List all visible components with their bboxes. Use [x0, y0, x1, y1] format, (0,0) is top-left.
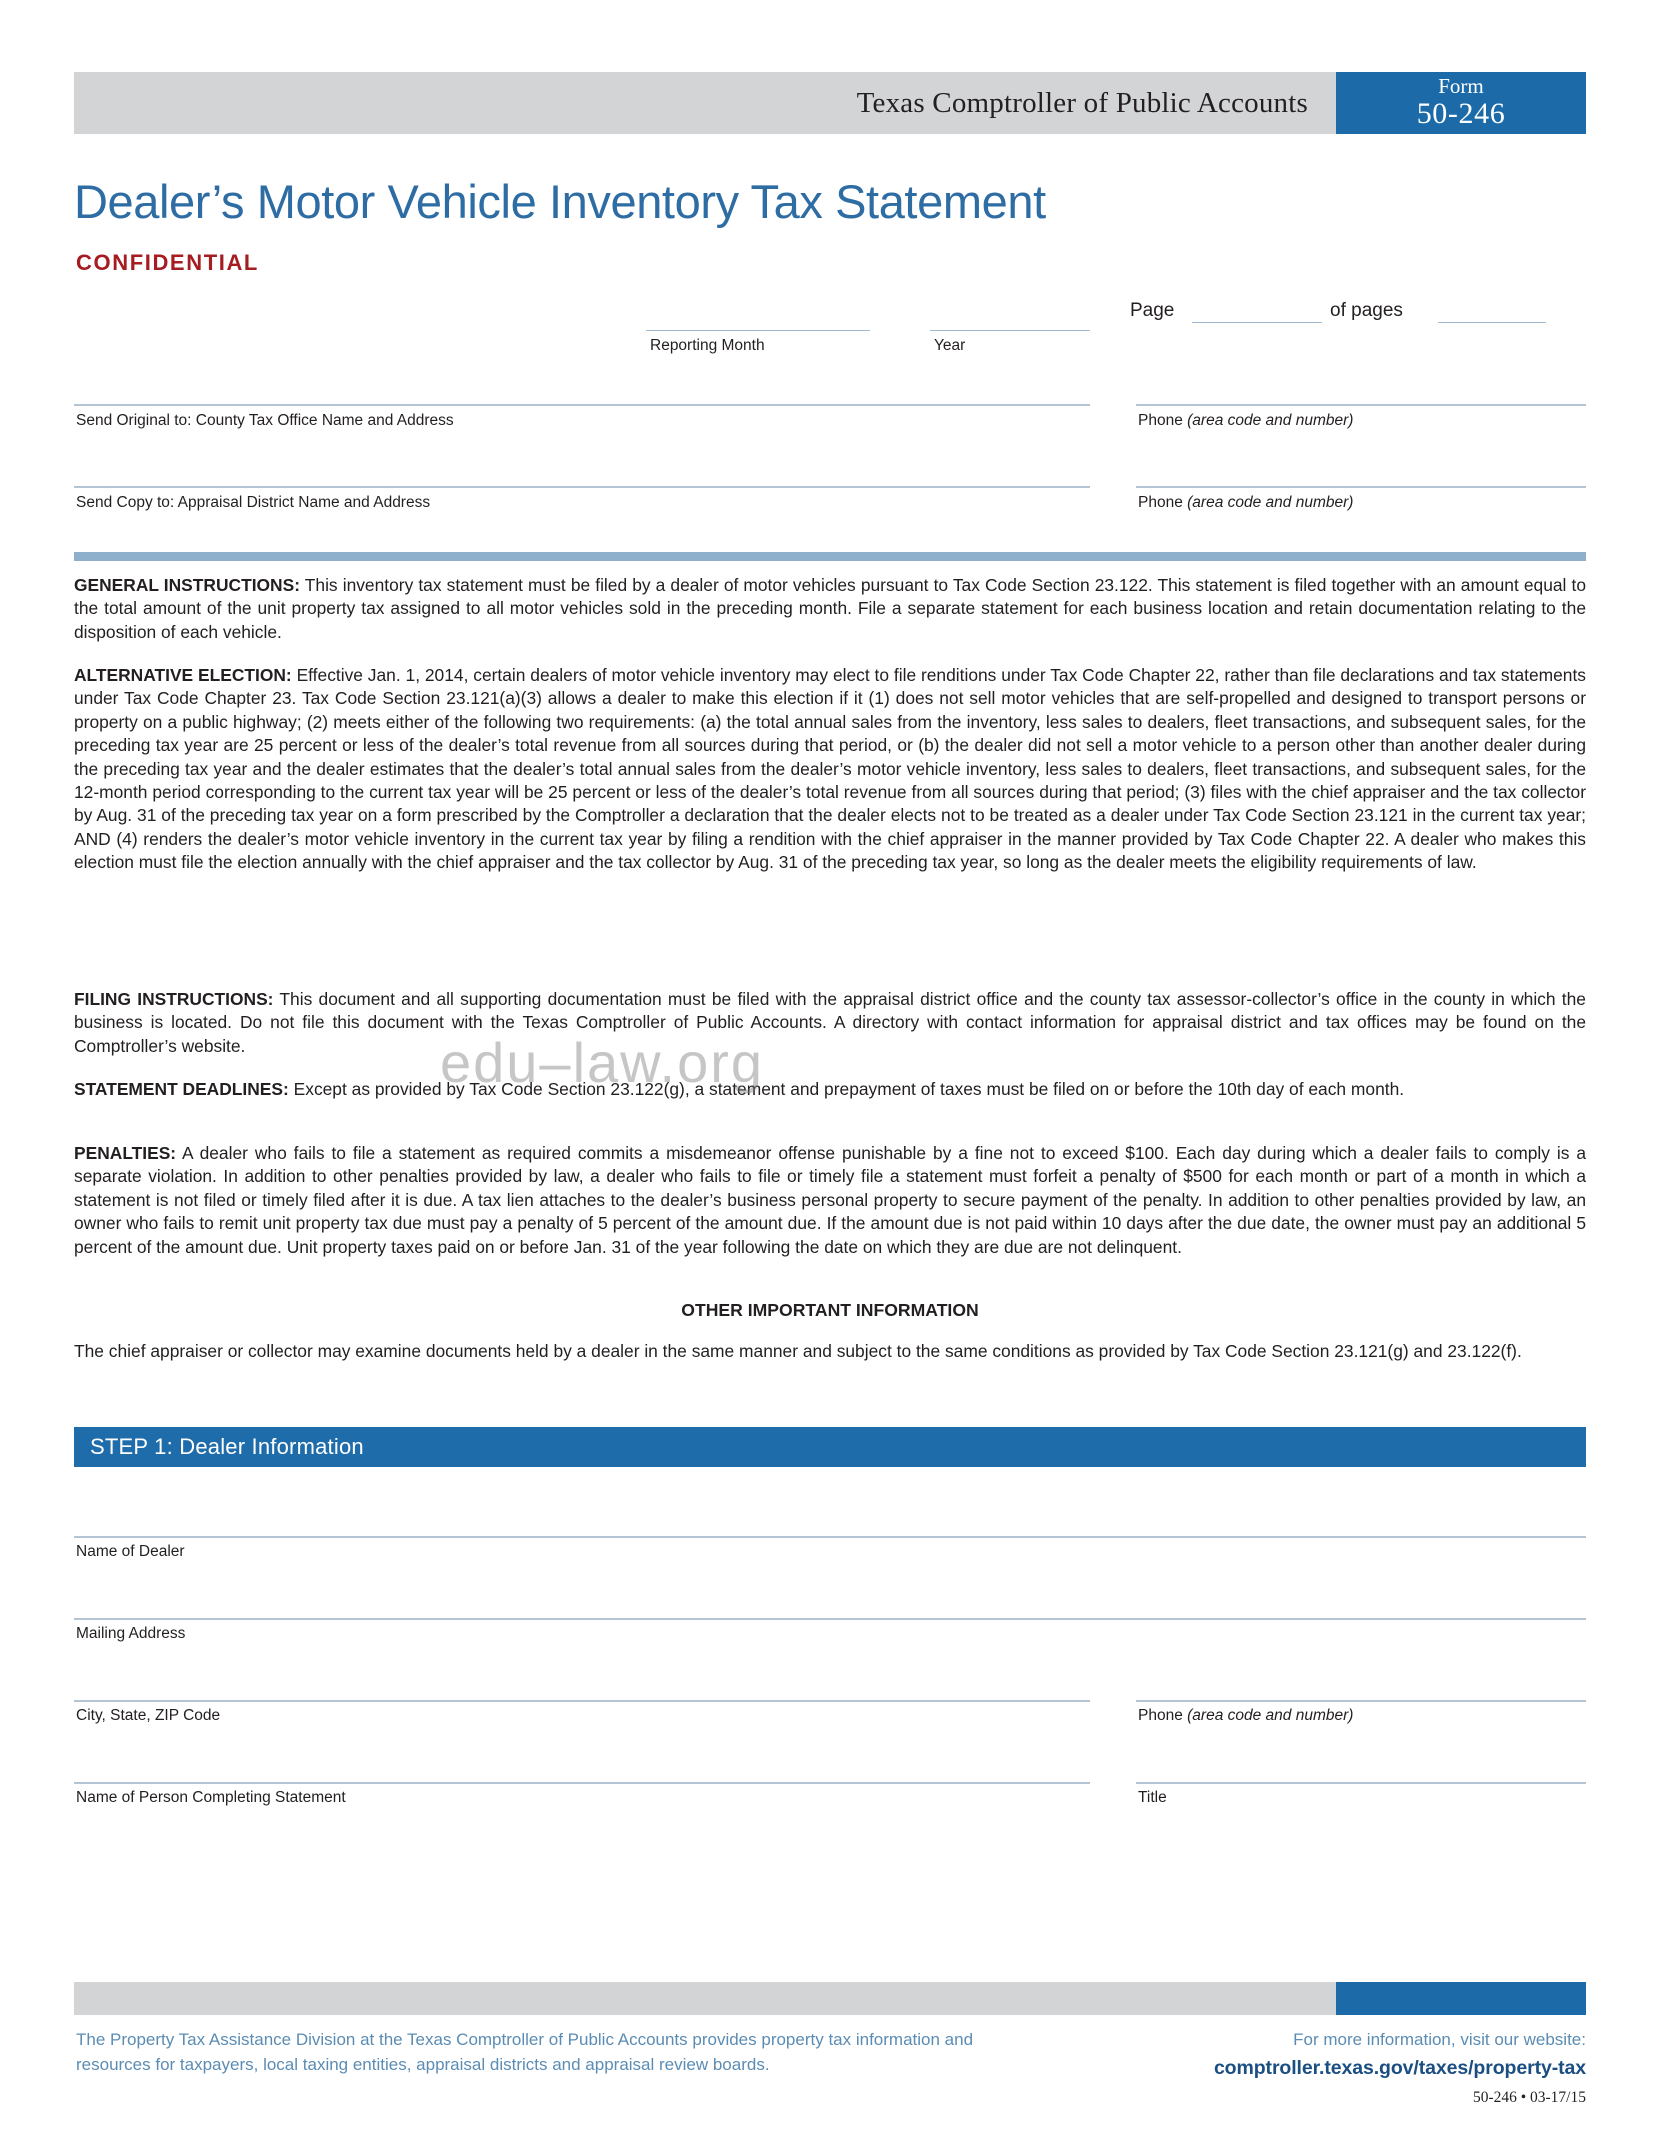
- confidential-label: CONFIDENTIAL: [76, 250, 259, 275]
- statement-deadlines-paragraph: [74, 1078, 1586, 1101]
- name-of-person-input-rule[interactable]: [74, 1782, 1090, 1784]
- year-input-rule[interactable]: [930, 330, 1090, 331]
- phone-label-text: Phone: [1138, 412, 1188, 429]
- statement-deadlines-text: Except as provided by Tax Code Section 23.122(g), a statement and prepayment of taxes must be filed on or before the 10th day of each month.: [288, 1079, 1405, 1099]
- filing-instructions-text: This document and all supporting documentation must be filed with the appraisal district office and the county tax assessor-collector’s office in the county in which the business is located. Do not file this document with the Texas Comptroller of Public Accounts. A directory with contact information for appraisal district and tax offices may be found on the Comptroller’s website.: [74, 989, 1586, 1056]
- send-original-phone-label: [1138, 412, 1353, 430]
- mailing-address-input-rule[interactable]: [74, 1618, 1586, 1620]
- penalties-text: A dealer who fails to file a statement as required commits a misdemeanor offense punishable by a fine not to exceed $100. Each day during which a dealer fails to comply is a separate violation. In addition to other penalties provided by law, a dealer who fails to file or timely file a statement must forfeit a penalty of $500 for each month or part of a month in which a statement is not filed or timely filed after it is due. A tax lien attaches to the dealer’s business personal property to secure payment of the penalty. In addition to other penalties provided by law, an owner who fails to remit unit property tax due must pay a penalty of 5 percent of the amount due. If the amount due is not paid within 10 days after the due date, the owner must pay an additional 5 percent of the amount due. Unit property taxes paid on or before Jan. 31 of the year following the date on which they are due are not delinquent.: [74, 1143, 1586, 1257]
- dealer-phone-input-rule[interactable]: [1136, 1700, 1586, 1702]
- send-copy-label: [76, 494, 430, 512]
- reporting-month-label: Reporting Month: [650, 337, 765, 354]
- agency-name: Texas Comptroller of Public Accounts: [856, 86, 1308, 119]
- name-of-dealer-input-rule[interactable]: [74, 1536, 1586, 1538]
- general-instructions-heading: GENERAL INSTRUCTIONS:: [74, 575, 301, 595]
- phone-label-italic-text-3: (area code and number): [1187, 1707, 1354, 1724]
- section-divider: [74, 552, 1586, 561]
- title-input-rule[interactable]: [1136, 1782, 1586, 1784]
- phone-label-text-3: Phone: [1138, 1707, 1188, 1724]
- city-state-zip-label: City, State, ZIP Code: [76, 1707, 221, 1724]
- edu-law-watermark: edu–law.org: [440, 1031, 765, 1094]
- other-important-information-heading: OTHER IMPORTANT INFORMATION: [681, 1300, 979, 1320]
- phone-label-text-2: Phone: [1138, 494, 1188, 511]
- send-copy-phone-label: [1138, 494, 1353, 512]
- phone-label-italic-text-2: (area code and number): [1187, 494, 1354, 511]
- alternative-election-text: Effective Jan. 1, 2014, certain dealers of motor vehicle inventory may elect to file renditions under Tax Code Chapter 22, rather than file declarations and tax statements under Tax Code Chapter 23. Tax Code Section 23.121(a)(3) allows a dealer to make this election if it (1) does not sell motor vehicles that are self-propelled and designed to transport persons or property on a public highway; (2) meets either of the following two requirements: (a) the total annual sales from the inventory, less sales to dealers, fleet transactions, and subsequent sales, for the preceding tax year are 25 percent or less of the dealer’s total revenue from all sources during that period, or (b) the dealer did not sell a motor vehicle to a person other than another dealer during the preceding tax year and the dealer estimates that the dealer’s total annual sales from the dealer’s motor vehicle inventory, less sales to dealers, fleet transactions, and subsequent sales, for the 12-month period corresponding to the current tax year will be 25 percent or less of the dealer’s total revenue from all sources during that period; (3) files with the chief appraiser and the tax collector by Aug. 31 of the preceding tax year on a form prescribed by the Comptroller a declaration that the dealer elects not to be treated as a dealer under Tax Code Section 23.121 in the current tax year; AND (4) renders the dealer’s motor vehicle inventory in the current tax year by filing a rendition with the chief appraiser in the manner provided by Tax Code Chapter 22. A dealer who makes this election must file the election annually with the chief appraiser and the tax collector by Aug. 31 of the preceding tax year, so long as the dealer meets the eligibility requirements of law.: [74, 665, 1586, 873]
- name-of-dealer-label: Name of Dealer: [76, 1543, 185, 1560]
- mailing-address-label: Mailing Address: [76, 1625, 186, 1642]
- send-original-input-rule[interactable]: [74, 404, 1090, 406]
- step1-banner: [74, 1427, 1586, 1467]
- send-original-label-text: Send Original to: County Tax Office Name and Address: [76, 412, 454, 429]
- penalties-heading: PENALTIES:: [74, 1143, 177, 1163]
- agency-banner: [74, 72, 1336, 134]
- total-pages-input-rule[interactable]: [1438, 322, 1546, 323]
- of-pages-label: of pages: [1330, 300, 1403, 321]
- footer-bar-blue-segment: [1336, 1982, 1586, 2015]
- title-label: Title: [1138, 1789, 1167, 1806]
- statement-deadlines-heading: STATEMENT DEADLINES:: [74, 1079, 289, 1099]
- footer-description: The Property Tax Assistance Division at the Texas Comptroller of Public Accounts provides property tax information and resources for taxpayers, local taxing entities, appraisal districts and appraisal review boards.: [76, 2030, 974, 2074]
- footer-bar-gray-segment: [74, 1982, 1336, 2015]
- form-number-box: [1336, 72, 1586, 134]
- penalties-paragraph: [74, 1142, 1586, 1259]
- page-header-bar: [74, 72, 1586, 134]
- name-of-person-label: Name of Person Completing Statement: [76, 1789, 346, 1806]
- footer-website-block: [966, 2028, 1586, 2109]
- page-label: Page: [1130, 300, 1175, 321]
- form-number-value: 50-246: [1416, 97, 1506, 131]
- footer-website-link[interactable]: comptroller.texas.gov/taxes/property-tax: [1213, 2056, 1586, 2079]
- phone-label-italic-text: (area code and number): [1187, 412, 1354, 429]
- general-instructions-text: This inventory tax statement must be filed by a dealer of motor vehicles pursuant to Tax Code Section 23.122. This statement is filed together with an amount equal to the total amount of the unit property tax assigned to all motor vehicles sold in the preceding month. File a separate statement for each business location and retain documentation relating to the disposition of each vehicle.: [74, 575, 1586, 642]
- alternative-election-heading: ALTERNATIVE ELECTION:: [74, 665, 292, 685]
- page-number-input-rule[interactable]: [1192, 322, 1322, 323]
- step1-banner-label: STEP 1: Dealer Information: [90, 1434, 364, 1459]
- dealer-phone-label: [1138, 1707, 1353, 1725]
- footer-bar: [74, 1982, 1586, 2015]
- send-original-phone-input-rule[interactable]: [1136, 404, 1586, 406]
- send-copy-label-text: Send Copy to: Appraisal District Name and Address: [76, 494, 431, 511]
- send-original-label: [76, 412, 454, 430]
- form-word-label: Form: [1438, 74, 1484, 99]
- city-state-zip-input-rule[interactable]: [74, 1700, 1090, 1702]
- filing-instructions-paragraph: [74, 988, 1586, 1058]
- other-important-information-text: The chief appraiser or collector may examine documents held by a dealer in the same manner and subject to the same conditions as provided by Tax Code Section 23.121(g) and 23.122(f).: [74, 1341, 1522, 1361]
- footer-more-info-label: For more information, visit our website:: [1293, 2030, 1586, 2049]
- reporting-month-input-rule[interactable]: [646, 330, 870, 331]
- general-instructions-paragraph: [74, 574, 1586, 644]
- filing-instructions-heading: FILING INSTRUCTIONS:: [74, 989, 274, 1009]
- send-copy-input-rule[interactable]: [74, 486, 1090, 488]
- footer-revision-code: 50-246 • 03-17/15: [1472, 2088, 1586, 2106]
- alternative-election-paragraph: [74, 664, 1586, 875]
- year-label: Year: [934, 337, 966, 354]
- send-copy-phone-input-rule[interactable]: [1136, 486, 1586, 488]
- page-title: Dealer’s Motor Vehicle Inventory Tax Statement: [74, 175, 1046, 228]
